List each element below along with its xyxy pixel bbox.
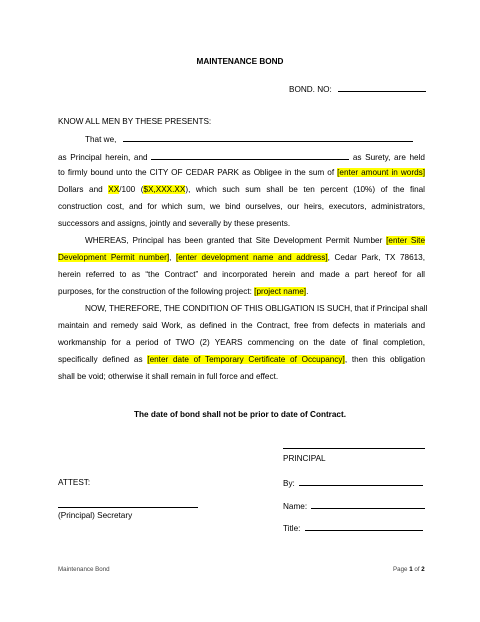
name-line [283,500,425,512]
by-blank [299,477,423,486]
para3-line3: workmanship for a period of TWO (2) YEARS commencing on the date of final completion, [58,338,425,347]
para2-l4b: . [306,287,309,296]
para2-line3: herein referred to as “the Contract” and incorporated herein and made a part hereof for all [58,270,425,279]
permit-number-field-a: [enter Site [386,236,425,245]
para1-l3a: to firmly bound unto the CITY OF CEDAR PARK as Obligee in the sum of [58,168,335,177]
title-blank [305,522,423,531]
footer-left: Maintenance Bond [58,566,110,573]
date-note: The date of bond shall not be prior to date of Contract. [134,410,346,419]
para3-l4a: specifically defined as [58,355,143,364]
document-title: MAINTENANCE BOND [196,57,284,66]
principal-label: PRINCIPAL [283,454,326,463]
para1-line2 [58,151,425,163]
para2-line2 [58,252,425,263]
attest-label: ATTEST: [58,478,91,487]
page-label: Page [393,566,408,573]
title-label: Title: [283,524,301,533]
para2-l4a: purposes, for the construction of the following project: [58,287,252,296]
principal-name-blank [123,133,413,142]
permit-number-field-b: Development Permit number] [58,253,170,262]
para1-l2a: as Principal herein, and [58,153,148,162]
para1-l4a: Dollars and [58,185,103,194]
development-address-field: [enter development name and address] [175,253,328,262]
secretary-signature-line [58,507,198,508]
para2-l2b: , Cedar Park, TX 78613, [327,253,426,262]
surety-name-blank [151,151,349,160]
para1-line1 [85,133,413,145]
para2-line1 [85,235,425,246]
para1-l4c: ), which such sum shall be ten percent (10%) of the final [185,185,425,194]
page-total: 2 [421,566,425,573]
amount-words-field: [enter amount in words] [337,168,425,177]
para3-line5: shall be void; otherwise it shall remain in full force and effect. [58,372,279,381]
para3-line4 [58,354,425,365]
page-number: 1 [409,566,413,573]
page-indicator [393,566,425,573]
of-label: of [414,566,420,573]
principal-signature-line [283,448,425,449]
para1-line4 [58,184,425,195]
bond-number-line [289,83,426,95]
by-label: By: [283,479,295,488]
para1-l2b: as Surety, are held [352,153,425,162]
para2-line4 [58,286,308,297]
para1-line6: successors and assigns, jointly and severally by these presents. [58,219,291,228]
name-label: Name: [283,502,308,511]
para2-l2a: , [169,253,172,262]
para3-line2: maintain and remedy said Work, as defined in the Contract, free from defects in materials and [58,321,425,330]
para1-l4b: /100 ( [119,185,144,194]
para2-l1a: WHEREAS, Principal has been granted that Site Development Permit Number [85,236,383,245]
project-name-field: [project name] [254,287,307,296]
by-line [283,477,423,489]
know-all-heading: KNOW ALL MEN BY THESE PRESENTS: [58,117,212,126]
para3-l4b: , then this obligation [344,355,425,364]
para3-line1: NOW, THEREFORE, THE CONDITION OF THIS OBLIGATION IS SUCH, that if Principal shall [85,304,428,313]
secretary-label: (Principal) Secretary [58,511,133,520]
amount-number-field: $X,XXX.XX [143,185,186,194]
name-blank [311,500,425,509]
bond-number-label: BOND. NO: [289,85,332,94]
bond-number-blank [338,83,426,92]
para1-line3 [58,167,425,178]
title-line [283,522,423,534]
tco-date-field: [enter date of Temporary Certificate of Occupancy] [147,355,345,364]
para1-that-we: That we, [85,135,117,144]
para1-line5: construction cost, and for which sum, we bind ourselves, our heirs, executors, administrators, [58,202,425,211]
cents-field: XX [108,185,120,194]
